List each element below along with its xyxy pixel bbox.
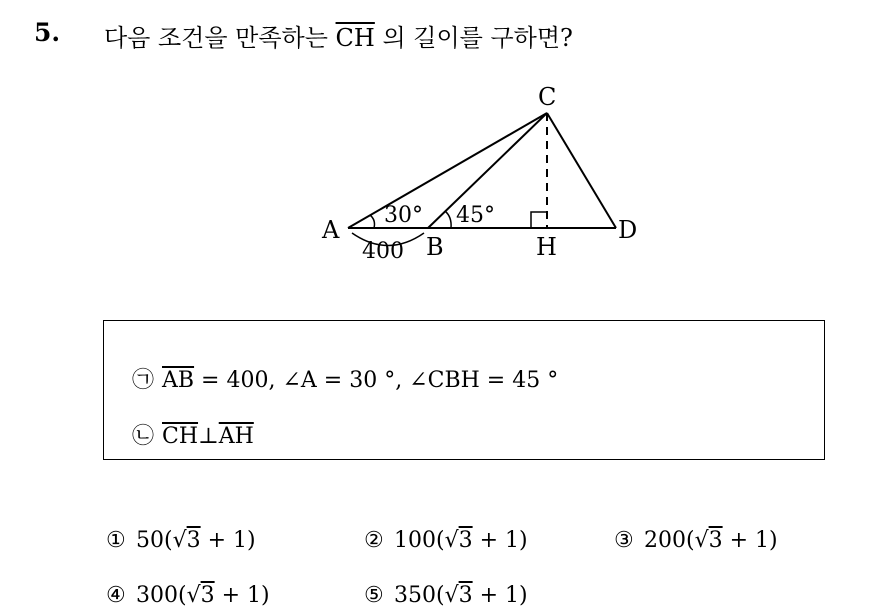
choice-4-post: + 1): [214, 583, 270, 608]
condition-1-rest: = 400, ∠A = 30 °, ∠CBH = 45 °: [194, 368, 559, 393]
choice-5-radicand: 3: [458, 583, 473, 608]
question-number: 5.: [34, 18, 61, 47]
condition-2: [132, 419, 254, 450]
choice-4[interactable]: [106, 583, 270, 608]
question-segment-ch: $\overline{CH}$: [335, 24, 375, 52]
sqrt-symbol: √: [172, 528, 187, 553]
question-text-after: 의 길이를 구하면?: [374, 24, 573, 52]
choice-2-number: ②: [364, 528, 384, 553]
choice-3-number: ③: [614, 528, 634, 553]
angle-label-a: 30°: [384, 203, 423, 228]
choice-5-post: + 1): [472, 583, 528, 608]
condition-1: [132, 363, 558, 394]
label-c: C: [538, 83, 557, 111]
choice-5-pre: 350(: [394, 583, 445, 608]
choice-4-pre: 300(: [136, 583, 187, 608]
sqrt-symbol: √: [444, 583, 459, 608]
condition-2-perp: ⊥: [198, 424, 219, 449]
triangle-figure: [300, 76, 660, 276]
choice-1[interactable]: [106, 528, 256, 553]
label-h: H: [536, 233, 557, 261]
segment-cd: [547, 113, 616, 228]
label-a: A: [322, 216, 340, 244]
choice-5-number: ⑤: [364, 583, 384, 608]
label-b: B: [426, 233, 444, 261]
condition-2-segment-ch: $\overline{CH}$: [162, 424, 199, 449]
question-text-before: 다음 조건을 만족하는: [104, 24, 336, 52]
choice-2-post: + 1): [472, 528, 528, 553]
condition-2-marker: ㉡: [132, 424, 155, 449]
choice-2[interactable]: [364, 528, 528, 553]
condition-2-segment-ah: $\overline{AH}$: [218, 424, 254, 449]
choice-3-post: + 1): [722, 528, 778, 553]
sqrt-symbol: √: [186, 583, 201, 608]
segment-ac: [348, 113, 547, 228]
condition-1-marker: ㉠: [132, 368, 155, 393]
question-text: [104, 18, 573, 53]
choice-1-number: ①: [106, 528, 126, 553]
choice-3-radicand: 3: [708, 528, 723, 553]
conditions-box: [103, 320, 825, 460]
choice-1-radicand: 3: [186, 528, 201, 553]
choice-4-number: ④: [106, 583, 126, 608]
sqrt-symbol: √: [444, 528, 459, 553]
angle-arc-a: [370, 215, 375, 228]
label-d: D: [618, 216, 638, 244]
right-angle-mark: [531, 212, 547, 228]
choice-1-post: + 1): [200, 528, 256, 553]
choice-3-pre: 200(: [644, 528, 695, 553]
choice-2-pre: 100(: [394, 528, 445, 553]
condition-1-segment-ab: $\overline{AB}$: [162, 368, 195, 393]
length-label-ab: 400: [362, 239, 404, 264]
choice-5[interactable]: [364, 583, 528, 608]
choice-1-pre: 50(: [136, 528, 173, 553]
choice-4-radicand: 3: [200, 583, 215, 608]
choice-3[interactable]: [614, 528, 778, 553]
angle-arc-b: [445, 211, 451, 228]
sqrt-symbol: √: [694, 528, 709, 553]
choice-2-radicand: 3: [458, 528, 473, 553]
angle-label-b: 45°: [456, 203, 495, 228]
